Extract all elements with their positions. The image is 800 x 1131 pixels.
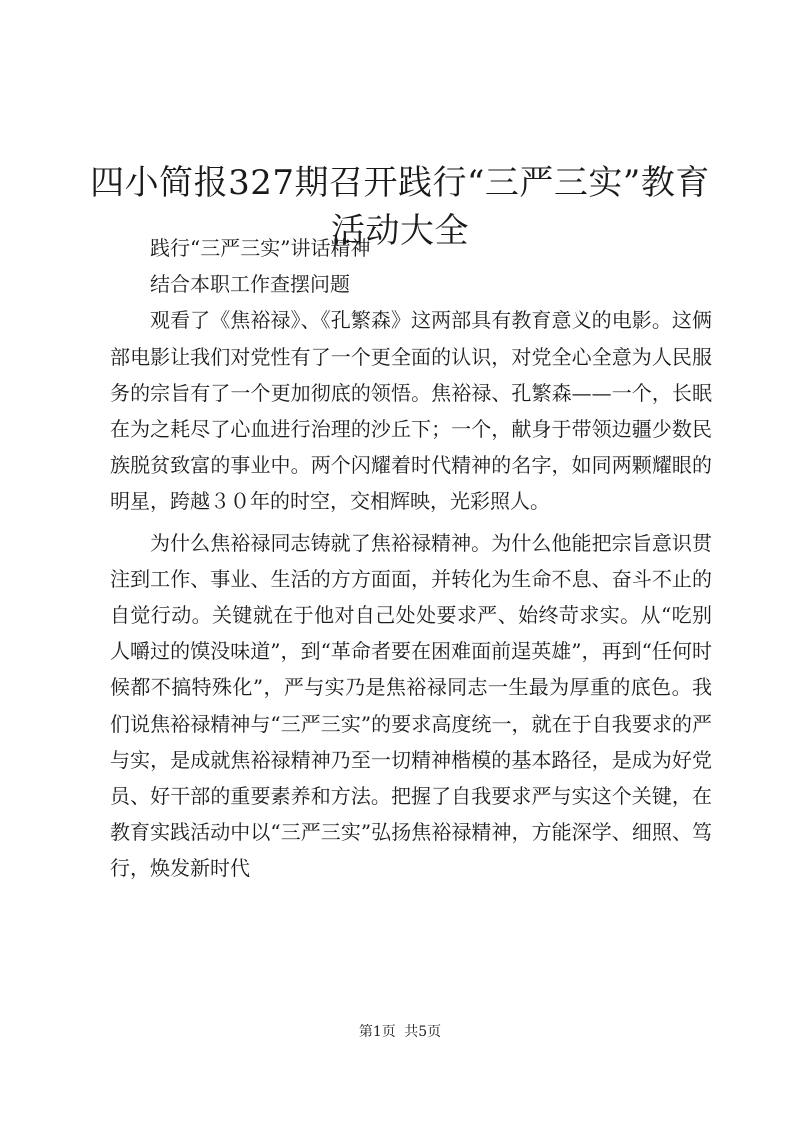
page-total: 共5页: [404, 1024, 442, 1040]
section-heading: 践行“三严三实”讲话精神: [150, 236, 371, 260]
body-paragraph: 为什么焦裕禄同志铸就了焦裕禄精神。为什么他能把宗旨意识贯注到工作、事业、生活的方方面面，并转化为生命不息、奋斗不止的自觉行动。关键就在于他对自己处处要求严、始终苛求实。从“吃别人嚼过的馍没味道”，到“革命者要在困难面前逞英雄”，再到“任何时候都不搞特殊化”，严与实乃是焦裕禄同志一生最为厚重的底色。我们说焦裕禄精神与“三严三实”的要求高度统一，就在于自我要求的严与实，是成就焦裕禄精神乃至一切精神楷模的基本路径，是成为好党员、好干部的重要素养和方法。把握了自我要求严与实这个关键，在教育实践活动中以“三严三实”弘扬焦裕禄精神，方能深学、细照、笃行，焕发新时代: [110, 530, 712, 881]
section-heading: 结合本职工作查摆问题: [150, 272, 350, 297]
document-title: 四小简报327期召开践行“三严三实”教育活动大全: [90, 162, 710, 251]
page-footer: [0, 1021, 800, 1041]
body-paragraph: 观看了《焦裕禄》、《孔繁森》这两部具有教育意义的电影。这俩部电影让我们对党性有了一个更全面的认识，对党全心全意为人民服务的宗旨有了一个更加彻底的领悟。焦裕禄、孔繁森——一个，长眠在为之耗尽了心血进行治理的沙丘下；一个，献身于带领边疆少数民族脱贫致富的事业中。两个闪耀着时代精神的名字，如同两颗耀眼的明星，跨越３０年的时空，交相辉映，光彩照人。: [110, 308, 712, 514]
document-body: [110, 230, 712, 887]
page-number: 第1页: [358, 1024, 396, 1040]
